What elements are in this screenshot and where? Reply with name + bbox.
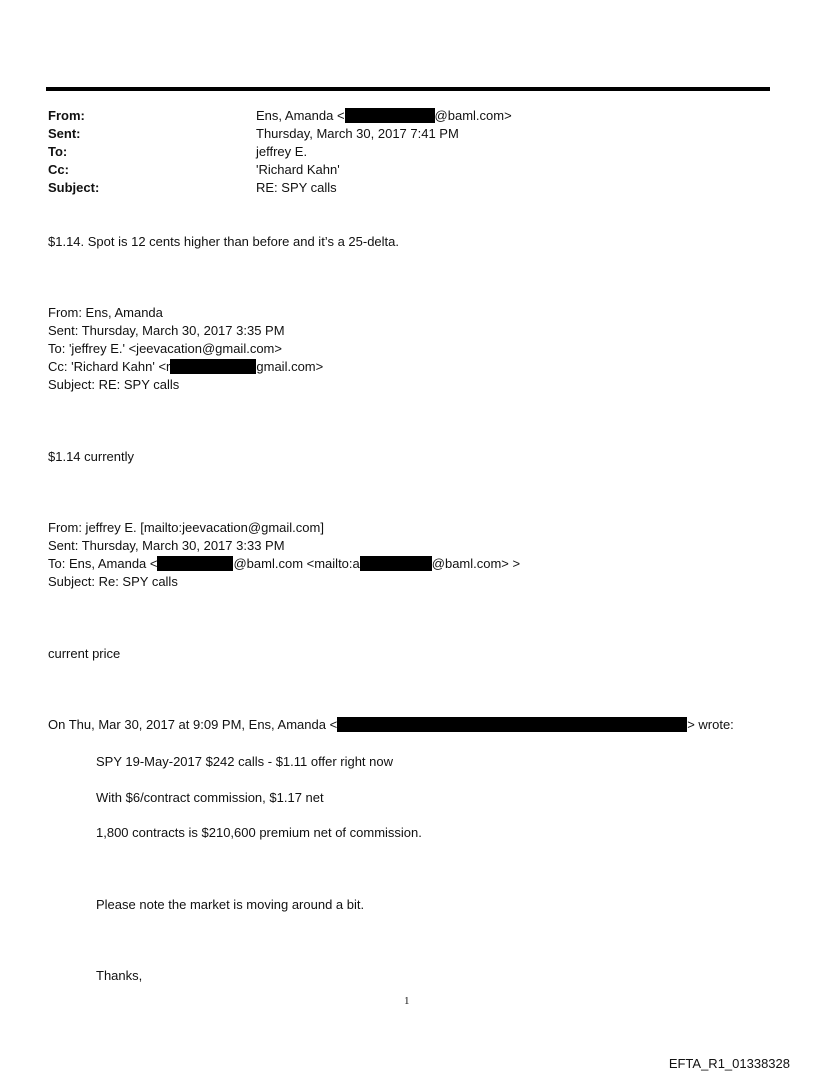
page-number: 1 bbox=[404, 995, 410, 1007]
quoted-intro-prefix: On Thu, Mar 30, 2017 at 9:09 PM, Ens, Amanda < bbox=[48, 717, 338, 732]
cc-label: Cc: bbox=[48, 162, 69, 177]
msg3-subject: Subject: Re: SPY calls bbox=[48, 574, 178, 589]
msg2-from: From: Ens, Amanda bbox=[48, 305, 163, 320]
from-domain: @baml.com> bbox=[434, 108, 512, 123]
from-value bbox=[256, 108, 512, 123]
to-value: jeffrey E. bbox=[256, 144, 308, 159]
quoted-line-3: 1,800 contracts is $210,600 premium net of commission. bbox=[96, 825, 422, 840]
msg3-to-middle: @baml.com <mailto:a bbox=[233, 556, 360, 571]
quoted-line-1: SPY 19-May-2017 $242 calls - $1.11 offer right now bbox=[96, 754, 394, 769]
msg3-to-suffix: @baml.com> > bbox=[431, 556, 521, 571]
subject-label: Subject: bbox=[48, 180, 100, 195]
sent-label: Sent: bbox=[48, 126, 81, 141]
cc-value: 'Richard Kahn' bbox=[256, 162, 340, 177]
reply-body: $1.14. Spot is 12 cents higher than before and it’s a 25-delta. bbox=[48, 234, 399, 249]
msg3-body: current price bbox=[48, 646, 121, 661]
document-id: EFTA_R1_01338328 bbox=[668, 1056, 790, 1071]
quoted-line-2: With $6/contract commission, $1.17 net bbox=[96, 790, 324, 805]
msg2-cc-prefix: Cc: 'Richard Kahn' <r bbox=[48, 359, 171, 374]
from-name: Ens, Amanda < bbox=[256, 108, 345, 123]
redaction-box bbox=[345, 108, 435, 123]
quoted-intro bbox=[48, 717, 734, 732]
redaction-box bbox=[157, 556, 233, 571]
redaction-box bbox=[337, 717, 687, 732]
msg3-sent: Sent: Thursday, March 30, 2017 3:33 PM bbox=[48, 538, 285, 553]
msg2-to: To: 'jeffrey E.' <jeevacation@gmail.com> bbox=[48, 341, 282, 356]
redaction-box bbox=[360, 556, 432, 571]
msg3-from: From: jeffrey E. [mailto:jeevacation@gmail.com] bbox=[48, 520, 324, 535]
quoted-line-4: Please note the market is moving around a bit. bbox=[96, 897, 365, 912]
msg2-cc-suffix: gmail.com> bbox=[256, 359, 324, 374]
subject-value: RE: SPY calls bbox=[256, 180, 337, 195]
quoted-intro-suffix: > wrote: bbox=[687, 717, 734, 732]
msg2-subject: Subject: RE: SPY calls bbox=[48, 377, 180, 392]
to-label: To: bbox=[48, 144, 68, 159]
msg2-body: $1.14 currently bbox=[48, 449, 134, 464]
sent-value: Thursday, March 30, 2017 7:41 PM bbox=[256, 126, 459, 141]
msg2-cc bbox=[48, 359, 323, 374]
redaction-box bbox=[170, 359, 256, 374]
from-label: From: bbox=[48, 108, 85, 123]
msg3-to-prefix: To: Ens, Amanda < bbox=[48, 556, 158, 571]
msg3-to bbox=[48, 556, 520, 571]
msg2-sent: Sent: Thursday, March 30, 2017 3:35 PM bbox=[48, 323, 285, 338]
header-rule bbox=[46, 87, 770, 91]
quoted-line-5: Thanks, bbox=[96, 968, 143, 983]
